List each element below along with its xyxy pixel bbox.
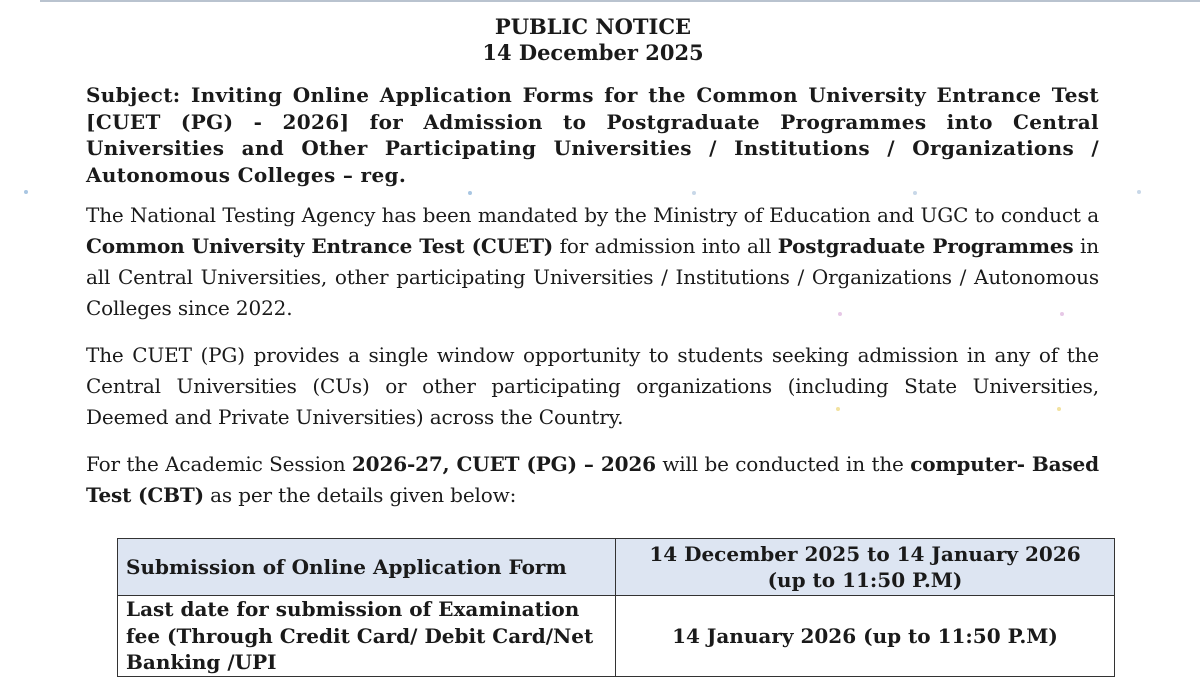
schedule-value-line-1: 14 December 2025 to 14 January 2026 bbox=[649, 542, 1081, 566]
schedule-value-cell bbox=[616, 539, 1115, 596]
scan-speck bbox=[1060, 312, 1064, 316]
notice-date: 14 December 2025 bbox=[482, 40, 704, 65]
scan-speck bbox=[913, 191, 917, 195]
paragraph-mandate-text-2: for admission into all bbox=[553, 234, 778, 258]
paragraph-mandate-bold-2: Postgraduate Programmes bbox=[777, 234, 1074, 258]
paragraph-mandate-text-1: The National Testing Agency has been mandated by the Ministry of Education and UGC to conduct a bbox=[86, 203, 1099, 227]
paragraph-single-window: The CUET (PG) provides a single window opportunity to students seeking admission in any of the Central Universities (CUs) or other participating organizations (including State Universities, Deemed and Private Universities) across the Country. bbox=[86, 343, 1099, 429]
table-row bbox=[118, 539, 1115, 596]
paragraph-session-bold-2: computer- Based Test (CBT) bbox=[86, 452, 1099, 507]
table-row bbox=[118, 596, 1115, 677]
paragraph-academic-session bbox=[86, 449, 1099, 511]
subject-line: Subject: Inviting Online Application Forms for the Common University Entrance Test [CUET (PG) - 2026] for Admission to Postgraduate Programmes into Central Universities and Other Participating Universities / Institutions / Organizations / Autonomous Colleges – reg. bbox=[86, 83, 1099, 187]
schedule-value-cell: 14 January 2026 (up to 11:50 P.M) bbox=[616, 596, 1115, 677]
scan-speck bbox=[24, 190, 28, 194]
scan-speck bbox=[838, 312, 842, 316]
paragraph-session-text-3: as per the details given below: bbox=[203, 483, 517, 507]
paragraph-mandate-bold-1: Common University Entrance Test (CUET) bbox=[86, 234, 554, 258]
paragraph-session-text-1: For the Academic Session bbox=[86, 452, 352, 476]
scan-speck bbox=[1057, 407, 1061, 411]
scan-speck bbox=[836, 407, 840, 411]
top-border-rule bbox=[40, 0, 1200, 2]
paragraph-mandate bbox=[86, 200, 1099, 324]
scan-speck bbox=[692, 191, 696, 195]
scan-speck bbox=[468, 191, 472, 195]
scan-speck bbox=[1137, 190, 1141, 194]
schedule-value-line-2: (up to 11:50 P.M) bbox=[767, 568, 963, 592]
schedule-label-cell: Submission of Online Application Form bbox=[118, 539, 616, 596]
schedule-label-cell: Last date for submission of Examination fee (Through Credit Card/ Debit Card/Net Banking /UPI bbox=[118, 596, 616, 677]
paragraph-mandate-text-3: in all Central Universities, other participating Universities / Institutions / Organizations / Autonomous Colleges since 2022. bbox=[86, 234, 1100, 320]
notice-title: PUBLIC NOTICE bbox=[494, 14, 692, 39]
schedule-table bbox=[117, 538, 1115, 677]
paragraph-session-text-2: will be conducted in the bbox=[655, 452, 911, 476]
paragraph-session-bold-1: 2026-27, CUET (PG) – 2026 bbox=[351, 452, 656, 476]
